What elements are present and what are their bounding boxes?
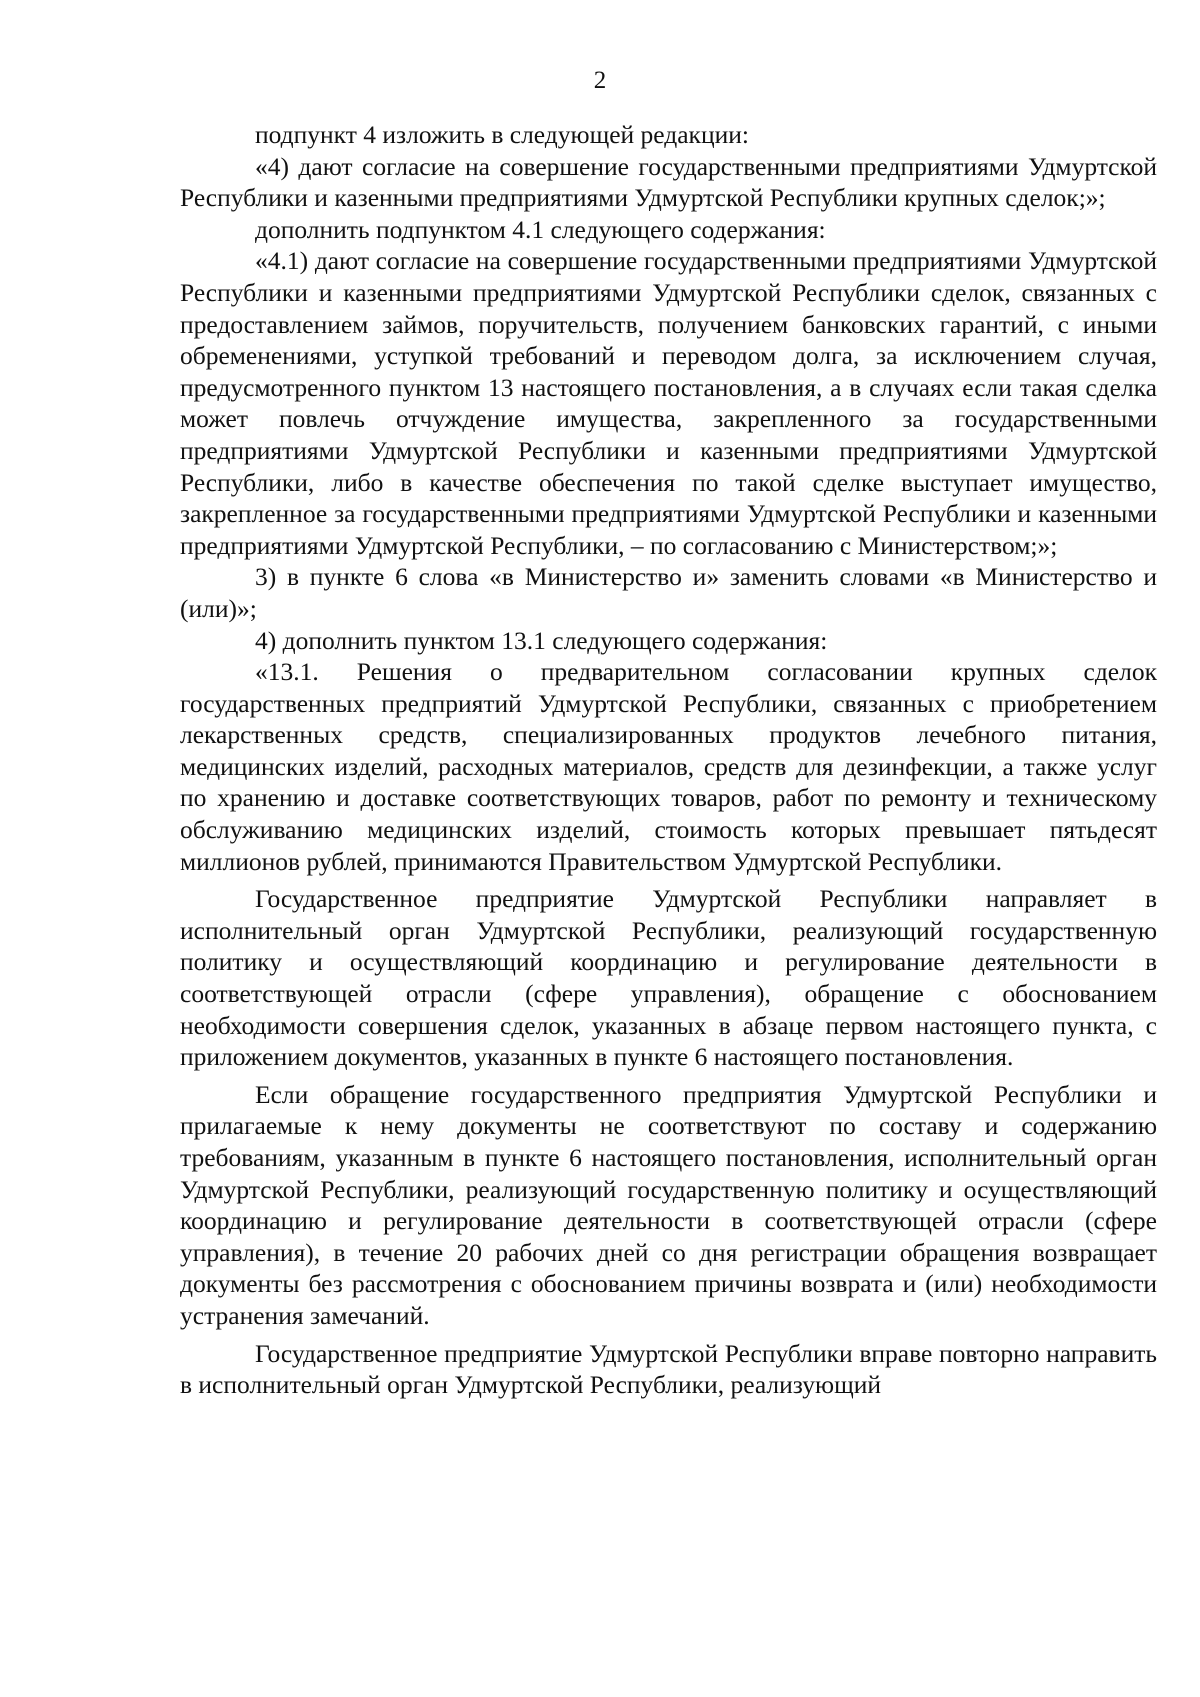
paragraph: дополнить подпунктом 4.1 следующего содержания: [255,214,826,244]
paragraph: 4) дополнить пунктом 13.1 следующего содержания: [255,625,828,655]
paragraph: Если обращение государственного предприятия Удмуртской Республики и прилагаемые к нему документы не соответствуют по составу и содержанию требованиям, указанным в пункте 6 настоящего постановления, исполнительный орган Удмуртской Республики, реализующий государственную политику и осуществляющий координацию и регулирование деятельности в соответствующей отрасли (сфере управления), в течение 20 рабочих дней со дня регистрации обращения возвращает документы без рассмотрения с обоснованием причины возврата и (или) необходимости устранения замечаний. [180,1079,1157,1330]
page-number: 2 [593,67,607,94]
paragraph: «13.1. Решения о предварительном согласовании крупных сделок государственных предприятий Удмуртской Республики, связанных с приобретением лекарственных средств, специализированных продуктов лечебного питания, медицинских изделий, расходных материалов, средств для дезинфекции, а также услуг по хранению и доставке соответствующих товаров, работ по ремонту и техническому обслуживанию медицинских изделий, стоимость которых превышает пятьдесят миллионов рублей, принимаются Правительством Удмуртской Республики. [180,657,1157,876]
paragraph: подпункт 4 изложить в следующей редакции: [255,120,749,149]
paragraph: «4.1) дают согласие на совершение государственными предприятиями Удмуртской Республики и казенными предприятиями Удмуртской Республики сделок, связанных с предоставлением займов, поручительств, получением банковских гарантий, с иными обременениями, уступкой требований и переводом долга, за исключением случая, предусмотренного пунктом 13 настоящего постановления, а в случаях если такая сделка может повлечь отчуждение имущества, закрепленного за государственными предприятиями Удмуртской Республики и казенными предприятиями Удмуртской Республики, либо в качестве обеспечения по такой сделке выступает имущество, закрепленное за государственными предприятиями Удмуртской Республики и казенными предприятиями Удмуртской Республики, – по согласованию с Министерством;»; [180,246,1157,560]
document-body [180,119,1157,1401]
paragraph: Государственное предприятие Удмуртской Республики направляет в исполнительный орган Удмуртской Республики, реализующий государственную политику и осуществляющий координацию и регулирование деятельности в соответствующей отрасли (сфере управления), обращение с обоснованием необходимости совершения сделок, указанных в абзаце первом настоящего пункта, с приложением документов, указанных в пункте 6 настоящего постановления. [180,884,1157,1072]
paragraph: «4) дают согласие на совершение государственными предприятиями Удмуртской Республики и казенными предприятиями Удмуртской Республики крупных сделок;»; [180,151,1157,213]
paragraph: Государственное предприятие Удмуртской Республики вправе повторно направить в исполнительный орган Удмуртской Республики, реализующий [180,1338,1157,1400]
paragraph: 3) в пункте 6 слова «в Министерство и» заменить словами «в Министерство и (или)»; [180,562,1157,623]
